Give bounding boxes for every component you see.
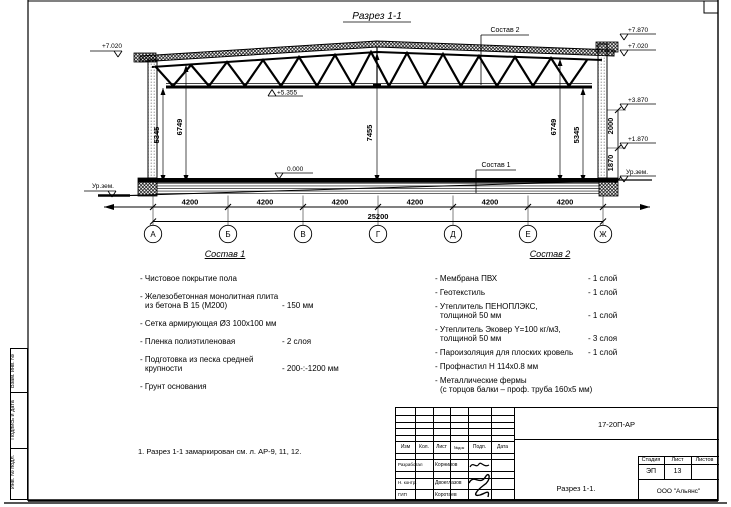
height-dimensions (152, 53, 586, 182)
tb-role-gip: ГИП (398, 492, 407, 497)
dim-bay-5: 4200 (481, 197, 499, 207)
dim-height-7455-center: 7455 (365, 124, 374, 142)
list-item: - Сетка армирующая Ø3 100х100 мм (140, 319, 277, 328)
dim-height-6749-left: 6749 (175, 118, 184, 136)
list-item: - Железобетонная монолитная плита из бетона В 15 (М200) - 150 мм (140, 292, 314, 310)
composition-1-list (140, 250, 352, 400)
tb-stage-label: Стадия (641, 457, 661, 463)
composition-1-ref-label: Состав 1 (481, 162, 511, 169)
elevation-right-eave: +7.020 (628, 43, 649, 50)
list-item: - Мембрана ПВХ - 1 слой (435, 274, 618, 283)
side-label-podpis: Подпись и дата (10, 400, 16, 440)
composition-2-ref-label: Состав 2 (490, 27, 520, 34)
dim-total: 25200 (367, 212, 389, 221)
axis-label-g: Г (375, 230, 381, 239)
tb-header-podp: Подп. (472, 444, 487, 450)
tb-stage-value: ЭП (645, 468, 657, 475)
tb-header-data: Дата (496, 444, 509, 450)
bay-dimensions (104, 196, 650, 226)
composition-2-title: Состав 2 (529, 249, 571, 259)
frame-corner-box (704, 1, 718, 13)
dim-bay-6: 4200 (556, 197, 574, 207)
tb-name-gip: Коротаев (435, 492, 457, 498)
tb-company: ООО "Альянс" (656, 488, 701, 495)
elevation-left-ground: Ур.зем. (91, 183, 114, 190)
list-item: - Профнастил Н 114х0.8 мм (435, 362, 539, 371)
tb-name-developer: Корнилов (435, 462, 458, 468)
axis-label-v: В (300, 230, 306, 239)
list-item: - Пароизоляция для плоских кровель - 1 слой (435, 348, 618, 357)
axis-bubbles (144, 225, 611, 242)
axis-label-e: Е (525, 230, 531, 239)
title-block (395, 407, 718, 500)
side-label-vzam: Взам. инв. № (10, 353, 16, 389)
tb-header-ndok: №док (453, 445, 465, 450)
list-item: - Пленка полиэтиленовая - 2 слоя (140, 337, 312, 346)
elevation-right-ground: Ур.зем. (626, 169, 649, 176)
dim-height-5345-left: 5345 (152, 126, 161, 144)
list-item: - Утеплитель Эковер Y=100 кг/м3, толщиной 50 мм - 3 слоя (435, 325, 618, 343)
tb-sheets-label: Листов (695, 457, 714, 463)
left-wall (148, 60, 157, 178)
tb-header-list: Лист (436, 444, 447, 450)
composition-1-title: Состав 1 (204, 249, 246, 259)
dim-right-lower: 1870 (606, 154, 615, 172)
dim-bay-1: 4200 (181, 197, 199, 207)
tb-name-ncontrol: Двоеглазов (435, 480, 462, 486)
dim-height-6749-right: 6749 (549, 118, 558, 136)
side-label-inv: Инв. № подл. (10, 454, 16, 490)
composition-2-list (435, 250, 650, 399)
tb-sheet-value: 13 (673, 468, 682, 475)
axis-label-b: Б (225, 230, 231, 239)
list-item: - Подготовка из песка средней крупности - 200-:-1200 мм (140, 355, 339, 373)
axis-label-zh: Ж (599, 230, 607, 239)
left-footing (138, 178, 157, 196)
tb-header-kol: Кол. (419, 444, 429, 450)
elevation-truss-bottom: +5.355 (277, 89, 298, 97)
list-item: - Чистовое покрытие пола (140, 274, 237, 283)
tb-doc-number: 17-20П-АР (597, 420, 636, 429)
right-vertical-dimensions (606, 107, 626, 183)
tb-role-ncontrol: Н. контр. (398, 480, 417, 485)
elevation-left-top: +7.020 (101, 43, 122, 50)
section-title: Разрез 1-1 (352, 11, 402, 22)
list-item: - Геотекстиль - 1 слой (435, 288, 618, 297)
elevation-right-parapet: +7.870 (628, 27, 649, 34)
signature-developer (468, 459, 491, 471)
dim-bay-3: 4200 (331, 197, 349, 207)
axis-label-a: А (150, 230, 156, 239)
page-edge (4, 502, 727, 504)
elevation-floor-zero: 0.000 (287, 166, 304, 173)
dim-height-5345-right: 5345 (572, 126, 581, 144)
tb-role-developer: Разработал (398, 462, 423, 467)
list-item: - Металлические фермы (с торцов балки – проф. труба 160х5 мм) (435, 376, 593, 394)
axis-label-d: Д (450, 230, 456, 239)
note-text: 1. Разрез 1-1 замаркирован см. л. АР-9, 11, 12. (138, 447, 302, 456)
elevation-right-lower: +1.870 (628, 136, 649, 143)
dim-bay-2: 4200 (256, 197, 274, 207)
dim-right-upper: 2000 (606, 117, 615, 135)
signature-gip (466, 471, 492, 501)
list-item: - Грунт основания (140, 382, 207, 391)
tb-header-izm: Изм (400, 444, 411, 450)
frame-side-column (10, 348, 28, 500)
list-item: - Утеплитель ПЕНОПЛЭКС, толщиной 50 мм - 1 слой (435, 302, 618, 320)
tb-sheet-label: Лист (671, 457, 684, 463)
floor-slab (98, 178, 652, 196)
tb-drawing-name: Разрез 1-1. (556, 484, 596, 493)
elevation-right-upper: +3.870 (628, 97, 649, 104)
dim-bay-4: 4200 (406, 197, 424, 207)
